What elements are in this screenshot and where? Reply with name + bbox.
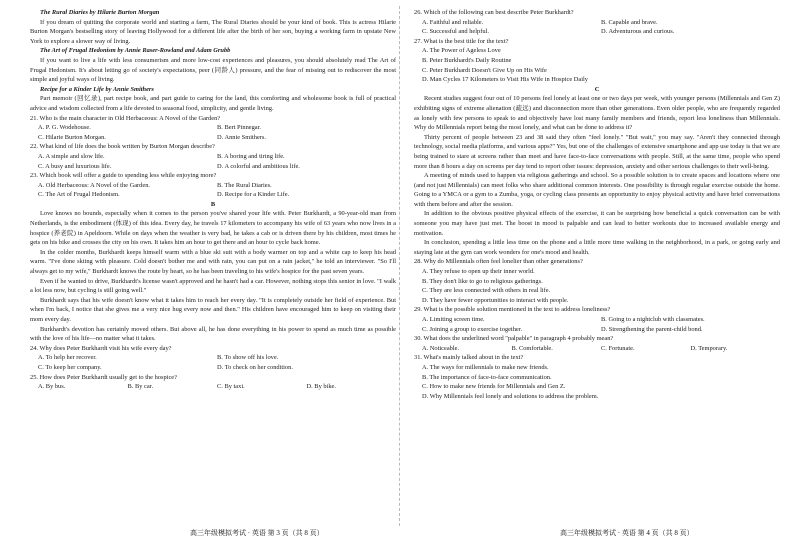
question-29: 29. What is the possible solution mentioned in the text to address loneliness? bbox=[414, 306, 611, 314]
option: C. A busy and luxurious life. bbox=[38, 162, 112, 170]
option: B. Capable and brave. bbox=[601, 18, 658, 26]
option: A. Faithful and reliable. bbox=[422, 18, 484, 26]
option: B. To show off his love. bbox=[217, 354, 279, 362]
question-30: 30. What does the underlined word "palpable" in paragraph 4 probably mean? bbox=[414, 335, 614, 343]
paragraph: Burkhardt says that his wife doesn't know what it takes him to reach her every day. "It is completely outside her field of experience. But when I'm back, I notice that she gives me a very nice hug every now and then." His children have encouraged him to keep on visiting their mom every day. bbox=[30, 296, 396, 323]
left-column bbox=[30, 8, 396, 392]
section-c-heading: C bbox=[594, 85, 600, 93]
question-25-options bbox=[30, 382, 396, 392]
option: D. Recipe for a Kinder Life. bbox=[217, 191, 290, 199]
option: A. They refuse to open up their inner world. bbox=[422, 268, 535, 276]
option: C. How to make new friends for Millennials and Gen Z. bbox=[422, 383, 566, 391]
question-26-options bbox=[414, 18, 780, 37]
option: A. Noticeable. bbox=[422, 344, 460, 352]
option: C. Peter Burkhardt Doesn't Give Up on His Wife bbox=[422, 66, 547, 74]
option: B. They don't like to go to religious gatherings. bbox=[422, 277, 543, 285]
option: C. The Art of Frugal Hedonism. bbox=[38, 191, 120, 199]
paragraph: Love knows no bounds, especially when it comes to the person you've shared your life with. Peter Burkhardt, a 90-year-old man from Netherlands, is the embodiment (体现) of this idea. Every day, he travels 17 kilometers to accompany his wife of 63 years who now lives in a hospice (养老院) in Apeldoorn. While on days when the weather is very bad, he takes a cab or is driven there by his children, most times he gets on his bike and crosses the city on his own. It takes him an hour to get there and an hour to cycle back home. bbox=[30, 210, 396, 247]
option: D. By bike. bbox=[306, 383, 336, 391]
option: D. They have fewer opportunities to interact with people. bbox=[422, 296, 569, 304]
option: B. The Rural Diaries. bbox=[217, 181, 272, 189]
option: D. Temporary. bbox=[690, 344, 728, 352]
option: C. By taxi. bbox=[217, 383, 245, 391]
option: B. Going to a nightclub with classmates. bbox=[601, 316, 705, 323]
option: D. Strengthening the parent-child bond. bbox=[601, 325, 703, 333]
option: A. The ways for millennials to make new friends. bbox=[422, 363, 549, 371]
paragraph: If you dream of quitting the corporate world and starting a farm, The Rural Diaries should be your kind of book. This is actress Hilarie Burton Morgan's bestselling story of leaving Hollywood for a different life after the birth of her son, buying a working farm in upstate New York to explore a slower way of living. bbox=[30, 18, 396, 45]
option: C. Joining a group to exercise together. bbox=[422, 325, 523, 333]
book-heading: The Rural Diaries by Hilarie Burton Morgan bbox=[40, 9, 160, 16]
right-column bbox=[414, 8, 780, 401]
option: C. To keep her company. bbox=[38, 363, 102, 371]
paragraph: If you want to live a life with less consumerism and more low-cost experiences and pleasures, you should absolutely read The Art of Frugal Hedonism. It's about letting go of society's expectations, peer (同龄人) pressure, and the fear of missing out to rediscover the most simple and joyful ways of living. bbox=[30, 56, 396, 84]
question-28-options bbox=[414, 267, 780, 305]
question-29-options bbox=[414, 315, 780, 334]
option: D. A colorful and ambitious life. bbox=[217, 162, 300, 170]
option: C. Fortunate. bbox=[601, 344, 635, 352]
paragraph: In addition to the obvious positive physical effects of the exercise, it can be surprising how beneficial a quick conversation can be with someone you may have just met. The boost in mood is palpable and can lead to better workouts due to increased available energy and motivation. bbox=[414, 210, 780, 237]
question-22-options bbox=[30, 152, 396, 171]
paragraph: Burkhardt's devotion has certainly moved others. But above all, he has done everything in his power to spend as much time as possible with the love of his life—no matter what it takes. bbox=[30, 325, 396, 343]
question-31: 31. What's mainly talked about in the text? bbox=[414, 354, 524, 362]
option: B. The importance of face-to-face communication. bbox=[422, 373, 552, 381]
paragraph: In conclusion, spending a little less time on the phone and a little more time walking in the neighborhood, in a park, or going early and staying late at the gym can work wonders for one's mood and health. bbox=[414, 239, 780, 256]
question-28: 28. Why do Millennials often feel lonelier than other generations? bbox=[414, 258, 583, 266]
question-30-options bbox=[414, 344, 780, 354]
question-26: 26. Which of the following can best describe Peter Burkhardt? bbox=[414, 9, 574, 16]
paragraph: In the colder months, Burkhardt keeps himself warm with a blue ski suit with a body warmer on top and a white cap to keep his head warm. "I've done skiing with pleasure. Cold doesn't bother me and with rain, you can put on a rain jacket," he told an interviewer. "So I'll always get to my wife," Burkhardt knows the route by heart, so he has been traveling to his wife's hospice for the past seven years. bbox=[30, 248, 396, 276]
option: A. Old Herbaceous: A Novel of the Garden. bbox=[38, 181, 150, 189]
option: D. Why Millennials feel lonely and solutions to address the problem. bbox=[422, 392, 599, 400]
option: B. Peter Burkhardt's Daily Routine bbox=[422, 56, 512, 64]
option: A. By bus. bbox=[38, 383, 66, 391]
question-23-options bbox=[30, 181, 396, 200]
paragraph: Thirty percent of people between 23 and 38 said they often "feel lonely." "But wait," you may say. "Aren't they connected through technology, social media platforms, and various apps?" Yes, but one of the challenges of extensive smartphone and app use today is that we are being trained to stare at screens rather than meet and have face-to-face conversations with people. Still, at the same time, people who spend more than 8 hours a day on screens per day tend to report other issues: depression, anxiety and other serious challenges to their well-being. bbox=[414, 133, 780, 170]
paragraph: Part memoir (回忆录), part recipe book, and part guide to caring for the land, this comforting and wholesome book is full of practical advice and wisdom collected from a life devoted to seasonal food, simplicity, and gentle living. bbox=[30, 95, 396, 112]
option: D. To check on her condition. bbox=[217, 363, 293, 371]
option: B. Bert Pinnegar. bbox=[217, 124, 262, 132]
option: A. The Power of Ageless Love bbox=[422, 47, 501, 55]
option: A. Limiting screen time. bbox=[422, 316, 485, 323]
option: D. Annie Smithers. bbox=[217, 133, 266, 141]
option: B. Comfortable. bbox=[511, 344, 553, 352]
question-24-options bbox=[30, 353, 396, 372]
section-b-heading: B bbox=[210, 200, 216, 208]
option: D. Man Cycles 17 Kilometers to Visit His Wife in Hospice Daily bbox=[422, 76, 588, 84]
option: D. Adventurous and curious. bbox=[601, 28, 675, 36]
option: A. A simple and slow life. bbox=[38, 152, 105, 160]
option: B. By car. bbox=[127, 383, 154, 391]
paragraph: Even if he wanted to drive, Burkhardt's license wasn't approved and he hasn't had a car. However, nothing stops this senior in love. "I walk a lot less now, but cycling is still going well." bbox=[30, 277, 396, 295]
question-21: 21. Who is the main character in Old Herbaceous: A Novel of the Garden? bbox=[30, 114, 221, 122]
page-footer-left: 高三年级模拟考试 · 英语 第 3 页（共 8 页） bbox=[190, 529, 324, 537]
paragraph: A meeting of minds used to happen via religious gatherings and school. So a possible solution is to create spaces and locations where one (and not just Millennials) can meet folks who share additional common interests. One possibility is through regular exercise outside the home. Going to a YMCA or a gym to a Zumba, yoga, or cycling class presents an opportunity to enjoy physical activity and have brief conversations with them before and after the session. bbox=[414, 172, 780, 208]
option: C. Hilarie Burton Morgan. bbox=[38, 133, 106, 141]
question-31-options bbox=[414, 363, 780, 401]
option: A. To help her recover. bbox=[38, 354, 97, 362]
paragraph: Recent studies suggest four out of 10 persons feel lonely at least one or two days per week, with younger persons (Millennials and Gen Z) exhibiting signs of extreme alienation (疏远) and disconnection more than other generations. Even older people, who are frequently regarded as lonely with few persons to speak to and objectively have lost many family members and friends, report less loneliness than Millennials. Why do Millennials report being the most lonely, and what can be done to address it? bbox=[414, 95, 780, 132]
column-divider bbox=[399, 6, 400, 526]
option: A. P. G. Wodehouse. bbox=[38, 124, 91, 132]
question-25: 25. How does Peter Burkhardt usually get to the hospice? bbox=[30, 373, 177, 381]
page-footer-right: 高三年级模拟考试 · 英语 第 4 页（共 8 页） bbox=[560, 529, 694, 537]
book-heading: The Art of Frugal Hedonism by Annie Raser-Rowland and Adam Grubb bbox=[40, 47, 231, 55]
option: B. A boring and tiring life. bbox=[217, 152, 285, 160]
question-23: 23. Which book will offer a guide to spending less while enjoying more? bbox=[30, 172, 217, 180]
question-27-options bbox=[414, 46, 780, 84]
option: C. They are less connected with others in real life. bbox=[422, 287, 551, 295]
question-27: 27. What is the best title for the text? bbox=[414, 37, 509, 45]
question-22: 22. What kind of life does the book written by Burton Morgan describe? bbox=[30, 143, 215, 151]
book-heading: Recipe for a Kinder Life by Annie Smithers bbox=[40, 85, 154, 93]
question-21-options bbox=[30, 123, 396, 142]
option: C. Successful and helpful. bbox=[422, 28, 489, 36]
question-24: 24. Why does Peter Burkhardt visit his wife every day? bbox=[30, 344, 172, 352]
